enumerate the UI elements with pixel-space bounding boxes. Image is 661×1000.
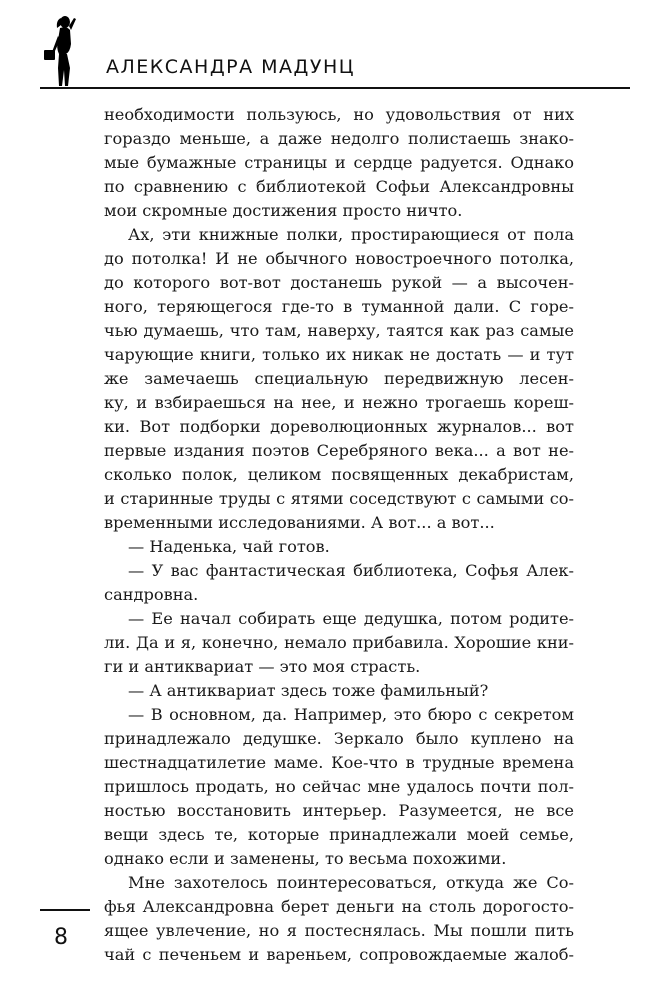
text-line: шестнадцатилетие маме. Кое-что в трудные времена bbox=[104, 753, 574, 772]
text-line: и старинные труды с ятями соседствуют с самыми со- bbox=[104, 489, 574, 508]
text-line: мои скромные достижения просто ничто. bbox=[104, 201, 463, 220]
woman-silhouette-logo bbox=[40, 12, 84, 88]
text-line: чарующие книги, только их никак не достать — и тут bbox=[104, 345, 574, 364]
text-line: принадлежало дедушке. Зеркало было куплено на bbox=[104, 729, 574, 748]
text-line: фья Александровна берет деньги на столь дорогосто- bbox=[104, 897, 574, 916]
page-number: 8 bbox=[54, 925, 68, 950]
text-line: — У вас фантастическая библиотека, Софья Алек- bbox=[128, 561, 574, 580]
text-line: мые бумажные страницы и сердце радуется. Однако bbox=[104, 153, 574, 172]
text-line: Мне захотелось поинтересоваться, откуда же Со- bbox=[128, 873, 574, 892]
text-line: ги и антиквариат — это моя страсть. bbox=[104, 657, 421, 676]
text-line: чью думаешь, что там, наверху, таятся как раз самые bbox=[104, 321, 574, 340]
text-line: сколько полок, целиком посвященных декабристам, bbox=[104, 465, 574, 484]
text-line: — Ее начал собирать еще дедушка, потом родите- bbox=[128, 609, 574, 628]
text-line: ящее увлечение, но я постеснялась. Мы пошли пить bbox=[104, 921, 574, 940]
text-line: необходимости пользуюсь, но удовольствия от них bbox=[104, 105, 574, 124]
text-line: до которого вот-вот достанешь рукой — а высочен- bbox=[104, 273, 574, 292]
text-line: по сравнению с библиотекой Софьи Александровны bbox=[104, 177, 574, 196]
text-line: временными исследованиями. А вот... а вот... bbox=[104, 513, 495, 532]
text-line: Ах, эти книжные полки, простирающиеся от пола bbox=[128, 225, 574, 244]
text-line: — В основном, да. Например, это бюро с секретом bbox=[128, 705, 574, 724]
text-line: пришлось продать, но сейчас мне удалось почти пол- bbox=[104, 777, 574, 796]
text-line: гораздо меньше, а даже недолго полистаешь знако- bbox=[104, 129, 574, 148]
text-line: вещи здесь те, которые принадлежали моей семье, bbox=[104, 825, 574, 844]
text-line: до потолка! И не обычного новостроечного потолка, bbox=[104, 249, 574, 268]
text-line: — Наденька, чай готов. bbox=[128, 537, 330, 556]
running-header bbox=[40, 12, 630, 92]
text-line: чай с печеньем и вареньем, сопровождаемые жалоб- bbox=[104, 945, 574, 964]
text-line: — А антиквариат здесь тоже фамильный? bbox=[128, 681, 489, 700]
text-line: ли. Да и я, конечно, немало прибавила. Хорошие кни- bbox=[104, 633, 574, 652]
text-line: же замечаешь специальную передвижную лесен- bbox=[104, 369, 574, 388]
header-divider bbox=[40, 87, 630, 89]
footer-divider bbox=[40, 909, 90, 911]
body-text bbox=[104, 103, 574, 967]
text-line: однако если и заменены, то весьма похожими. bbox=[104, 849, 507, 868]
text-line: первые издания поэтов Серебряного века... а вот не- bbox=[104, 441, 574, 460]
text-line: ностью восстановить интерьер. Разумеется, не все bbox=[104, 801, 574, 820]
text-line: ного, теряющегося где-то в туманной дали. С горе- bbox=[104, 297, 574, 316]
text-line: сандровна. bbox=[104, 585, 199, 604]
author-name: АЛЕКСАНДРА МАДУНЦ bbox=[106, 56, 356, 78]
text-line: ку, и взбираешься на нее, и нежно трогаешь кореш- bbox=[104, 393, 574, 412]
text-line: ки. Вот подборки дореволюционных журналов... вот bbox=[104, 417, 574, 436]
